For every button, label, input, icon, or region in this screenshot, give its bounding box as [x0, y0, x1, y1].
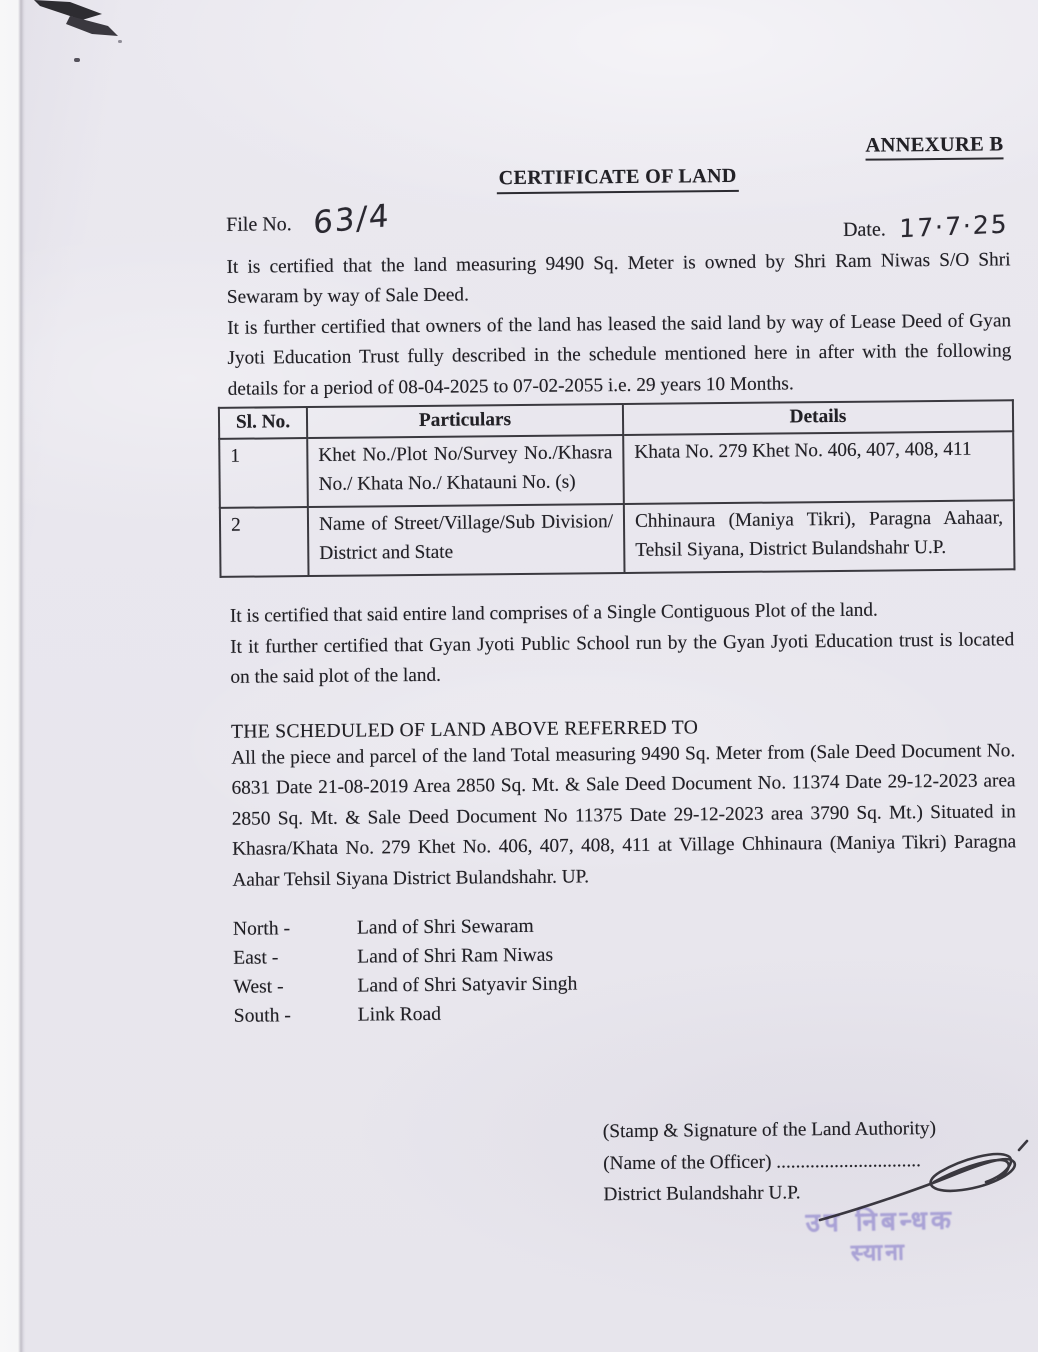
boundary-row-south: [234, 995, 1018, 1032]
boundary-direction: North -: [232, 918, 291, 940]
certify-paragraph-3: It is certified that said entire land comprises of a Single Contiguous Plot of the land.: [229, 599, 878, 627]
boundary-description: Link Road: [357, 1003, 442, 1026]
certify-paragraph-4: It it further certified that Gyan Jyoti Public School run by the Gyan Jyoti Education trust is located on the said plot of the land.: [230, 628, 1015, 688]
header-particulars: Particulars: [307, 404, 623, 438]
date-field: [843, 211, 1008, 242]
cell-particulars-1: Khet No./Plot No/Survey No./Khasra No./ Khata No./ Khatauni No. (s): [307, 435, 624, 507]
file-no-label: File No.: [226, 213, 292, 236]
file-no-field: [226, 195, 391, 242]
staple-corner-mark: [0, 0, 140, 80]
signature-scrawl: [816, 1136, 1031, 1231]
district-line: District Bulandshahr U.P.: [603, 1182, 801, 1206]
header-sl-no: Sl. No.: [219, 407, 307, 439]
boundary-description: Land of Shri Ram Niwas: [357, 944, 554, 968]
schedule-table: [218, 400, 1016, 578]
cell-details-1: Khata No. 279 Khet No. 406, 407, 408, 411: [623, 432, 1014, 505]
post-table-paragraphs: [230, 594, 1015, 693]
cell-sl-2: 2: [220, 507, 309, 577]
boundary-direction: West -: [233, 976, 284, 998]
boundary-list: [233, 908, 1018, 1031]
officer-name-line: (Name of the Officer) ..............................: [603, 1149, 921, 1174]
boundary-direction: East -: [233, 947, 279, 969]
stamp-line2: स्याना: [850, 1238, 908, 1267]
cell-details-2: Chhinaura (Maniya Tikri), Paragna Aahaar, Tehsil Siyana, District Bulandshahr U.P.: [624, 501, 1015, 574]
schedule-heading: THE SCHEDULED OF LAND ABOVE REFERRED TO: [230, 716, 699, 743]
file-date-row: [226, 189, 1011, 253]
boundary-description: Land of Shri Sewaram: [356, 915, 534, 939]
boundary-description: Land of Shri Satyavir Singh: [357, 973, 578, 997]
table-row: [219, 432, 1014, 508]
schedule-paragraph: All the piece and parcel of the land Total measuring 9490 Sq. Meter from (Sale Deed Document No. 6831 Date 21-08-2019 Area 2850 Sq. Mt. & Sale Deed Document No. 11374 Date 29-12-2023 area 2850 Sq. Mt. & Sale Deed Document No 11375 Date 29-12-2023 area 3790 Sq. Mt.) Situated in Khasra/Khata No. 279 Khet No. 406, 407, 408, 411 at Village Chhinaura (Maniya Tikri) Paragna Aahar Tehsil Siyana District Bulandshahr. UP.: [231, 739, 1017, 891]
boundary-direction: South -: [233, 1005, 291, 1027]
header-details: Details: [623, 401, 1013, 436]
table-row: [220, 501, 1015, 577]
page-title: CERTIFICATE OF LAND: [497, 165, 739, 194]
annexure-label: ANNEXURE B: [865, 133, 1003, 160]
signature-caption: (Stamp & Signature of the Land Authority): [602, 1118, 937, 1143]
date-value: 17·7·25: [898, 209, 1009, 244]
date-label: Date.: [842, 218, 886, 241]
cell-sl-1: 1: [219, 438, 308, 508]
stamp-line1: उप निबन्धक: [805, 1205, 956, 1239]
file-no-value: 63/4: [312, 197, 391, 242]
certify-paragraph-1: It is certified that the land measuring 9490 Sq. Meter is owned by Shri Ram Niwas S/O Shri Sewaram by way of Sale Deed.: [226, 249, 1011, 309]
cell-particulars-2: Name of Street/Village/Sub Division/ District and State: [308, 504, 625, 576]
certify-paragraph-2: It is further certified that owners of the land has leased the said land by way of Lease Deed of Gyan Jyoti Education Trust fully described in the schedule mentioned here in after with the following details for a period of 08-04-2025 to 07-02-2055 i.e. 29 years 10 Months.: [227, 310, 1012, 400]
